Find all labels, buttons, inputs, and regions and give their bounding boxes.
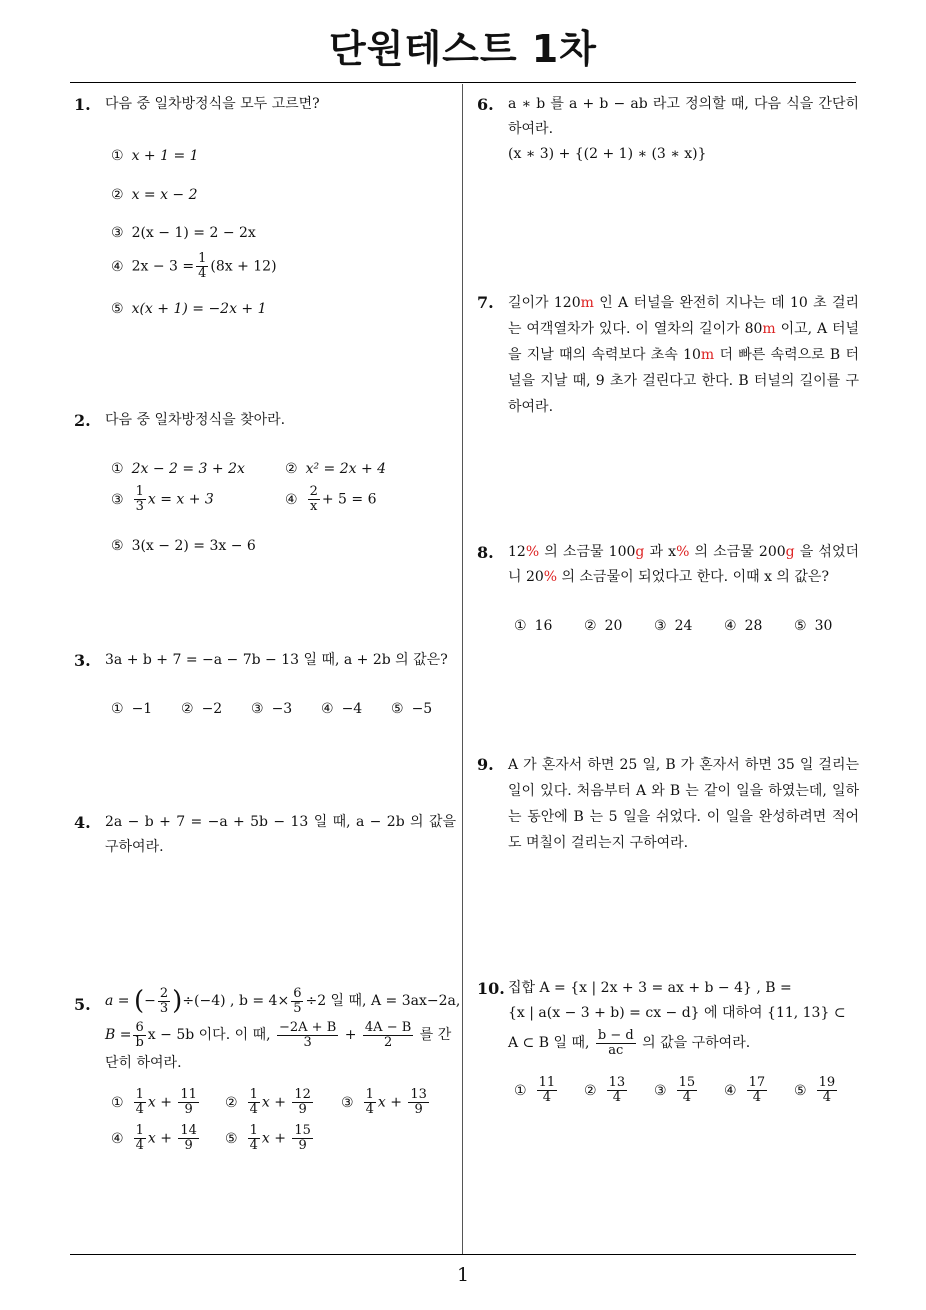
fraction: $\frac{6}{5}$ <box>293 985 302 1016</box>
choice-4[interactable]: ④ $\frac{1}{4}$ x + $\frac{14}{9}$ <box>111 1123 197 1153</box>
choice-3[interactable]: ③ −3 <box>251 701 293 717</box>
fraction: $\frac{1}{3}$ <box>135 484 144 514</box>
question-2 <box>74 408 456 553</box>
question-expression: (x ∗ 3) + {(2 + 1) ∗ (3 ∗ x)} <box>508 146 707 162</box>
choice-1[interactable]: ① −1 <box>111 701 153 717</box>
choice-list <box>508 1060 859 1110</box>
question-number: 5. <box>74 995 91 1014</box>
question-8 <box>477 540 859 634</box>
choice-1[interactable]: ① $\frac{11}{4}$ <box>514 1075 556 1105</box>
question-number: 4. <box>74 813 91 832</box>
choice-list <box>105 1074 456 1164</box>
page-title: 단원테스트 1차 <box>329 27 597 71</box>
choice-5[interactable]: ⑤ $\frac{1}{4}$ x + $\frac{15}{9}$ <box>225 1123 311 1153</box>
choice-4[interactable]: ④ −4 <box>321 701 363 717</box>
choice-list <box>105 433 456 553</box>
question-number: 2. <box>74 411 91 430</box>
choice-list <box>105 673 456 723</box>
question-number: 7. <box>477 293 494 312</box>
choice-3[interactable]: ③ $\frac{1}{4}$ x + $\frac{13}{9}$ <box>341 1087 427 1117</box>
choice-5[interactable]: ⑤ −5 <box>391 701 433 717</box>
question-text: 길이가 120m 인 A 터널을 완전히 지나는 데 10 초 걸리는 여객열차가 있다. 이 열차의 길이가 80m 이고, A 터널을 지날 때의 속력보다 초속 10m 더 빠른 속력으로 B 터널을 지날 때, 9 초가 걸린다고 한다. B 터널의 길이를 구하여라. <box>508 295 860 415</box>
choice-list <box>105 117 456 317</box>
choice-2[interactable]: ② 20 <box>584 618 623 634</box>
top-rule <box>70 82 856 83</box>
question-number: 8. <box>477 543 494 562</box>
question-text: 집합 A = {x | 2x + 3 = ax + b − 4} , B = {x | a(x − 3 + b) = cx − d} 에 대하여 {11, 13} ⊂ A ⊂ B 일 때, $\frac{b - d}{ac}$ 의 값을 구하여라. <box>508 980 846 1058</box>
choice-5[interactable]: ⑤ x(x + 1) = −2x + 1 <box>111 301 267 317</box>
page-number: 1 <box>456 1264 470 1286</box>
question-number: 3. <box>74 651 91 670</box>
choice-5[interactable]: ⑤ $\frac{19}{4}$ <box>794 1075 836 1105</box>
column-divider <box>462 84 463 1254</box>
question-text: A 가 혼자서 하면 25 일, B 가 혼자서 하면 35 일 걸리는 일이 있다. 처음부터 A 와 B 는 같이 일을 하였는데, 일하는 동안에 B 는 5 일을 쉬었다. 이 일을 완성하려면 적어도 며칠이 걸리는지 구하여라. <box>508 757 859 851</box>
fraction: $\frac{-2A + B}{3}$ <box>279 1019 337 1050</box>
question-text: 12% 의 소금물 100g 과 x% 의 소금물 200g 을 섞었더니 20% 의 소금물이 되었다고 한다. 이때 x 의 값은? <box>508 544 859 585</box>
question-1 <box>74 92 456 317</box>
choice-3[interactable]: ③ 24 <box>654 618 693 634</box>
question-number: 9. <box>477 755 494 774</box>
fraction: $\frac{2}{x}$ <box>309 484 318 514</box>
question-number: 10. <box>477 979 505 998</box>
choice-1[interactable]: ① x + 1 = 1 <box>111 148 199 164</box>
choice-5[interactable]: ⑤ 3(x − 2) = 3x − 6 <box>111 538 256 554</box>
choice-2[interactable]: ② x = x − 2 <box>111 187 198 203</box>
choice-2[interactable]: ② $\frac{1}{4}$ x + $\frac{12}{9}$ <box>225 1087 311 1117</box>
choice-4[interactable]: ④ $\frac{17}{4}$ <box>724 1075 766 1105</box>
question-text: 3a + b + 7 = −a − 7b − 13 일 때, a + 2b 의 값은? <box>105 652 448 668</box>
fraction: $\frac{1}{4}$ <box>198 251 207 281</box>
choice-1[interactable]: ① 2x − 2 = 3 + 2x <box>111 461 245 477</box>
fraction: $\frac{2}{3}$ <box>159 985 169 1016</box>
choice-1[interactable]: ① 16 <box>514 618 553 634</box>
choice-3[interactable]: ③ $\frac{15}{4}$ <box>654 1075 696 1105</box>
choice-3[interactable]: ③ 2(x − 1) = 2 − 2x <box>111 225 256 241</box>
question-number: 1. <box>74 95 91 114</box>
question-text <box>105 984 461 1074</box>
question-5 <box>74 984 461 1164</box>
question-text: 다음 중 일차방정식을 찾아라. <box>105 412 286 428</box>
question-number: 6. <box>477 95 494 114</box>
question-text: 다음 중 일차방정식을 모두 고르면? <box>105 96 320 112</box>
choice-3[interactable]: ③ $\frac{1}{3}$ x = x + 3 <box>111 484 214 514</box>
choice-4[interactable]: ④ $\frac{2}{x}$ + 5 = 6 <box>285 484 377 514</box>
q5-line-2: B = $\frac{6}{b}$ x − 5b 이다. 이 때, $\frac{-2A + B}{3}$ + $\frac{4A - B}{2}$ 를 간 <box>105 1019 452 1050</box>
question-6 <box>477 92 859 167</box>
choice-4[interactable]: ④ 2x − 3 = $\frac{1}{4}$ (8x + 12) <box>111 251 277 281</box>
choice-2[interactable]: ② x² = 2x + 4 <box>285 461 387 477</box>
fraction: $\frac{b - d}{ac}$ <box>597 1027 634 1058</box>
choice-5[interactable]: ⑤ 30 <box>794 618 833 634</box>
fraction: $\frac{4A - B}{2}$ <box>364 1019 412 1050</box>
fraction: $\frac{6}{b}$ <box>135 1019 144 1050</box>
choice-list <box>508 590 859 634</box>
bottom-rule <box>70 1254 856 1255</box>
choice-2[interactable]: ② $\frac{13}{4}$ <box>584 1075 626 1105</box>
question-4 <box>74 810 456 860</box>
question-7 <box>477 290 859 420</box>
choice-4[interactable]: ④ 28 <box>724 618 763 634</box>
question-text: 2a − b + 7 = −a + 5b − 13 일 때, a − 2b 의 값을 구하여라. <box>105 814 456 855</box>
question-text: a ∗ b 를 a + b − ab 라고 정의할 때, 다음 식을 간단히 하여라. <box>508 96 859 137</box>
choice-1[interactable]: ① $\frac{1}{4}$ x + $\frac{11}{9}$ <box>111 1087 197 1117</box>
question-10 <box>477 976 859 1110</box>
question-9 <box>477 752 859 856</box>
q5-line-1: a = (− $\frac{2}{3}$ )÷(−4) , b = 4× $\frac{6}{5}$ ÷2 일 때, A = 3ax−2a, <box>105 985 461 1016</box>
question-3 <box>74 648 456 723</box>
choice-2[interactable]: ② −2 <box>181 701 223 717</box>
q5-line-3: 단히 하여라. <box>105 1055 182 1071</box>
